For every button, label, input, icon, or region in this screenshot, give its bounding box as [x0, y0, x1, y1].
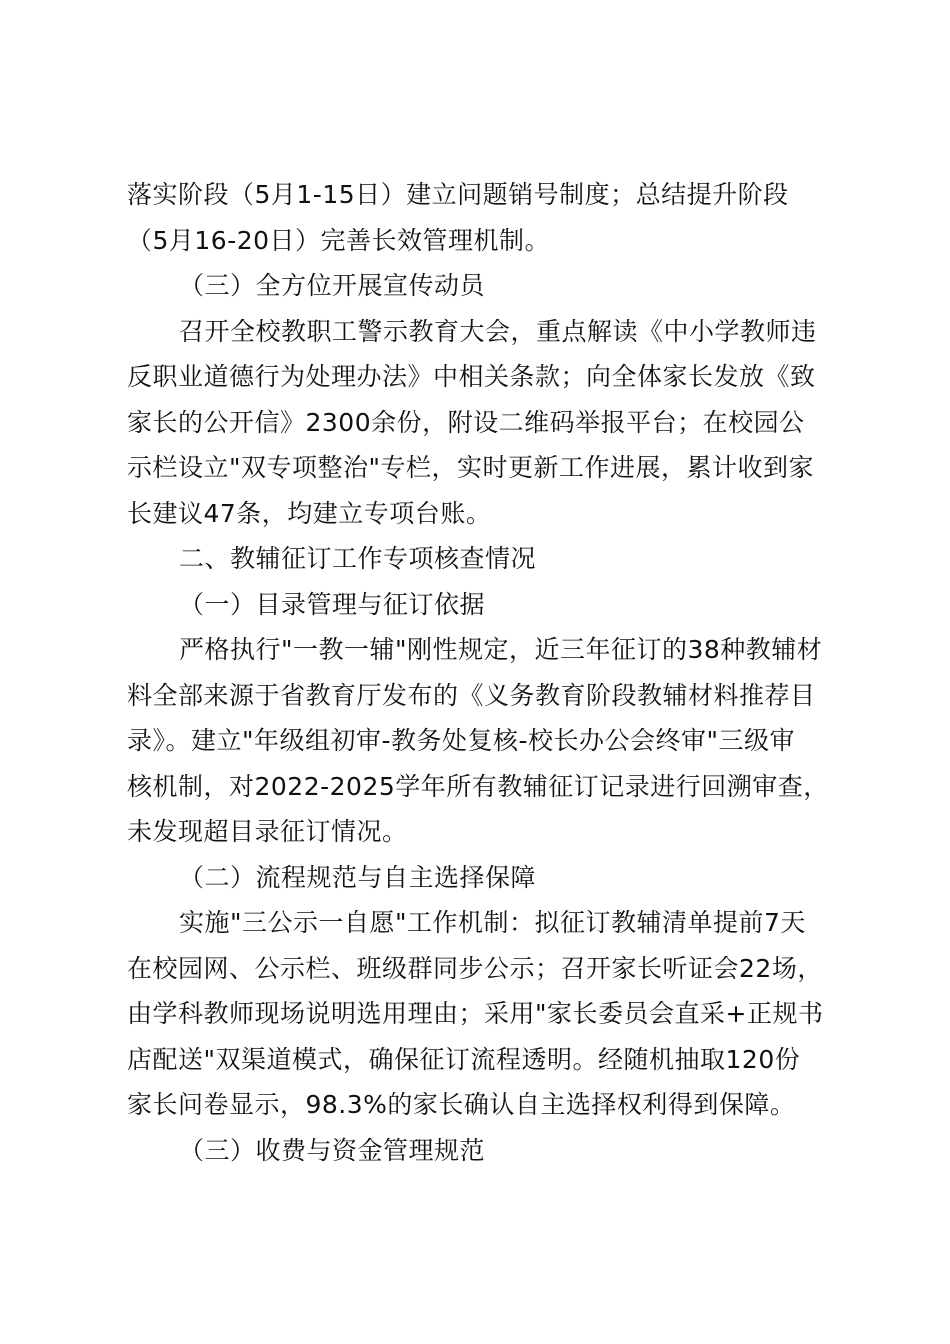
text-line: 实施"三公示一自愿"工作机制：拟征订教辅清单提前7天	[179, 908, 806, 937]
text-line: 家长的公开信》2300余份，附设二维码举报平台；在校园公	[127, 407, 805, 437]
section-heading: （三）收费与资金管理规范	[179, 1135, 486, 1165]
text-line: 料全部来源于省教育厅发布的《义务教育阶段教辅材料推荐目	[127, 680, 816, 710]
document-body	[127, 172, 831, 1173]
text-line: 示栏设立"双专项整治"专栏，实时更新工作进展，累计收到家	[127, 453, 815, 482]
text-line: 由学科教师现场说明选用理由；采用"家长委员会直采+正规书	[127, 999, 824, 1028]
text-line: 落实阶段（5月1-15日）建立问题销号制度；总结提升阶段	[127, 180, 789, 209]
text-line: 召开全校教职工警示教育大会，重点解读《中小学教师违	[179, 316, 817, 346]
text-line: 严格执行"一教一辅"刚性规定，近三年征订的38种教辅材	[179, 635, 823, 664]
chapter-heading: 二、教辅征订工作专项核查情况	[179, 544, 537, 573]
text-line: 未发现超目录征订情况。	[127, 817, 408, 846]
text-line: 长建议47条，均建立专项台账。	[127, 498, 492, 528]
section-heading: （二）流程规范与自主选择保障	[179, 862, 537, 892]
text-line: 家长问卷显示，98.3%的家长确认自主选择权利得到保障。	[127, 1090, 796, 1119]
text-line: 反职业道德行为处理办法》中相关条款；向全体家长发放《致	[127, 362, 816, 391]
section-heading: （一）目录管理与征订依据	[179, 589, 486, 619]
text-line: （5月16-20日）完善长效管理机制。	[127, 225, 551, 255]
text-line: 核机制，对2022-2025学年所有教辅征订记录进行回溯审查，	[127, 771, 829, 801]
text-line: 在校园网、公示栏、班级群同步公示；召开家长听证会22场，	[127, 953, 823, 983]
text-line: 店配送"双渠道模式，确保征订流程透明。经随机抽取120份	[127, 1044, 801, 1074]
section-heading: （三）全方位开展宣传动员	[179, 271, 486, 300]
text-line: 录》。建立"年级组初审-教务处复核-校长办公会终审"三级审	[127, 726, 796, 755]
